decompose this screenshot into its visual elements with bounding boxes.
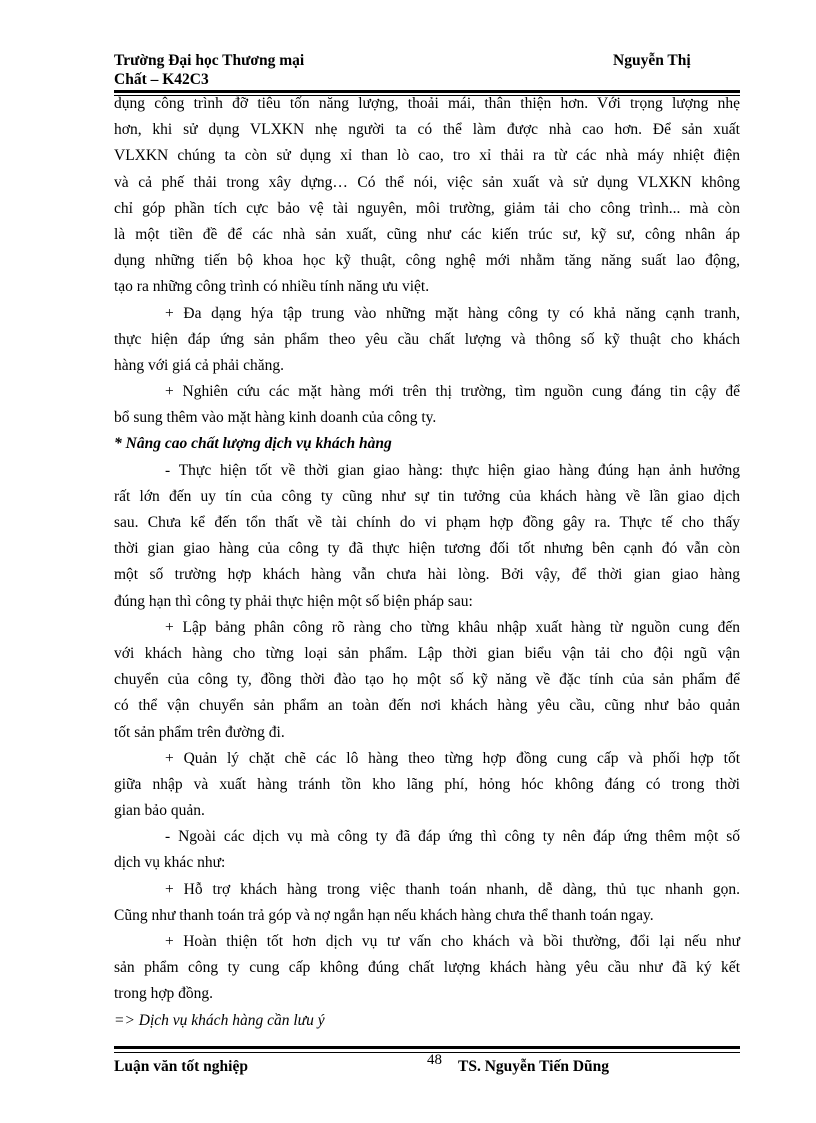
header-author: Nguyễn Thị: [613, 52, 691, 69]
paragraph-9: [114, 929, 740, 1008]
text-line: chuyển của công ty, đồng thời đào tạo họ một số kỹ năng về đặc tính của sản phẩm để: [114, 671, 740, 689]
text-line: dụng những tiến bộ khoa học kỹ thuật, công nghệ mới nhằm tăng năng suất lao động,: [114, 252, 740, 270]
text-line: rất lớn đến uy tín của công ty cũng như sự tin tưởng của khách hàng về lần giao dịch: [114, 487, 740, 505]
text-line: hơn, khi sử dụng VLXKN nhẹ người ta có thể làm được nhà cao hơn. Để sản xuất: [114, 121, 740, 139]
text-line: thời gian giao hàng của công ty đã thực hiện tương đối tốt nhưng bên cạnh đó vẫn còn: [114, 540, 740, 558]
text-line: Cũng như thanh toán trả góp và nợ ngắn hạn nếu khách hàng chưa thể thanh toán ngay.: [114, 906, 654, 924]
text-line: + Lập bảng phân công rõ ràng cho từng khâu nhập xuất hàng từ nguồn cung đến: [165, 618, 740, 636]
text-line: có thể vận chuyển sản phẩm an toàn đến nơi khách hàng yêu cầu, cũng như bảo quản: [114, 697, 740, 715]
text-line: tạo ra những công trình có nhiều tính năng ưu việt.: [114, 278, 430, 296]
text-line: + Hoàn thiện tốt hơn dịch vụ tư vấn cho khách và bồi thường, đổi lại nếu như: [165, 933, 740, 950]
text-line: tốt sản phẩm trên đường đi.: [114, 723, 285, 741]
paragraph-4: [114, 458, 740, 615]
text-line: đúng hạn thì công ty phải thực hiện một số biện pháp sau:: [114, 592, 473, 610]
footer-right: TS. Nguyễn Tiến Dũng: [458, 1058, 610, 1075]
paragraph-2: [114, 301, 740, 380]
text-line: giữa nhập và xuất hàng tránh tồn kho lãng phí, hỏng hóc không đáng có trong thời: [114, 775, 740, 793]
text-line: + Đa dạng hýa tập trung vào những mặt hàng công ty có khả năng cạnh tranh,: [165, 304, 740, 322]
text-line: - Thực hiện tốt về thời gian giao hàng: thực hiện giao hàng đúng hạn ảnh hưởng: [165, 461, 740, 479]
section-heading: * Nâng cao chất lượng dịch vụ khách hàng: [114, 435, 392, 453]
text-line: dịch vụ khác như:: [114, 854, 226, 872]
text-line: thực hiện đáp ứng sản phẩm theo yêu cầu chất lượng và thông số kỹ thuật cho khách: [114, 330, 740, 348]
text-line: + Hỗ trợ khách hàng trong việc thanh toán nhanh, dễ dàng, thủ tục nhanh gọn.: [165, 880, 740, 898]
text-line: một số trường hợp khách hàng vẫn chưa hài lòng. Bởi vậy, để thời gian giao hàng: [114, 566, 740, 584]
text-line: hàng với giá cả phải chăng.: [114, 356, 285, 374]
text-line: là một tiền đề để các nhà sản xuất, cũng như các kiến trúc sư, kỹ sư, công nhân áp: [114, 225, 740, 243]
footer-left: Luận văn tốt nghiệp: [114, 1058, 248, 1075]
text-line: sản phẩm công ty cung cấp không đúng chất lượng khách hàng yêu cầu như đã ký kết: [114, 959, 740, 977]
header-author-cont: Chất – K42C3: [114, 71, 209, 88]
paragraph-3: [114, 379, 740, 431]
text-line: và cả phế thải trong xây dựng… Có thể nói, việc sản xuất và sử dụng VLXKN không: [114, 173, 740, 191]
paragraph-7: [114, 824, 740, 876]
text-line: với khách hàng cho từng loại sản phẩm. Lập thời gian biểu vận tải cho đội ngũ vận: [114, 644, 740, 662]
text-line: chỉ góp phần tích cực bảo vệ tài nguyên, môi trường, giảm tải cho công trình... mà còn: [114, 199, 740, 217]
footer-rule-thick: [114, 1046, 740, 1049]
text-line: trong hợp đồng.: [114, 985, 214, 1003]
page-number: 48: [427, 1052, 442, 1068]
text-line: gian bảo quản.: [114, 802, 205, 820]
text-line: bổ sung thêm vào mặt hàng kinh doanh của công ty.: [114, 409, 437, 427]
text-line: dụng công trình đỡ tiêu tốn năng lượng, thoải mái, thân thiện hơn. Với trọng lượng nhẹ: [114, 95, 740, 112]
closing-note: => Dịch vụ khách hàng cần lưu ý: [114, 1011, 325, 1029]
text-line: + Nghiên cứu các mặt hàng mới trên thị trường, tìm nguồn cung đáng tin cậy để: [165, 383, 740, 401]
text-line: VLXKN chúng ta còn sử dụng xỉ than lò cao, tro xỉ thải ra từ các nhà máy nhiệt điện: [114, 147, 740, 165]
text-line: sau. Chưa kể đến tổn thất về tài chính do vi phạm hợp đồng gây ra. Thực tế cho thấy: [114, 514, 740, 531]
paragraph-5: [114, 615, 740, 746]
text-line: + Quản lý chặt chẽ các lô hàng theo từng hợp đồng cung cấp và phối hợp tốt: [165, 749, 740, 767]
page-body: [114, 91, 740, 1034]
paragraph-6: [114, 746, 740, 825]
paragraph-8: [114, 877, 740, 929]
paragraph-1: [114, 91, 740, 301]
text-line: - Ngoài các dịch vụ mà công ty đã đáp ứng thì công ty nên đáp ứng thêm một số: [165, 828, 740, 846]
header-school: Trường Đại học Thương mại: [114, 52, 305, 69]
